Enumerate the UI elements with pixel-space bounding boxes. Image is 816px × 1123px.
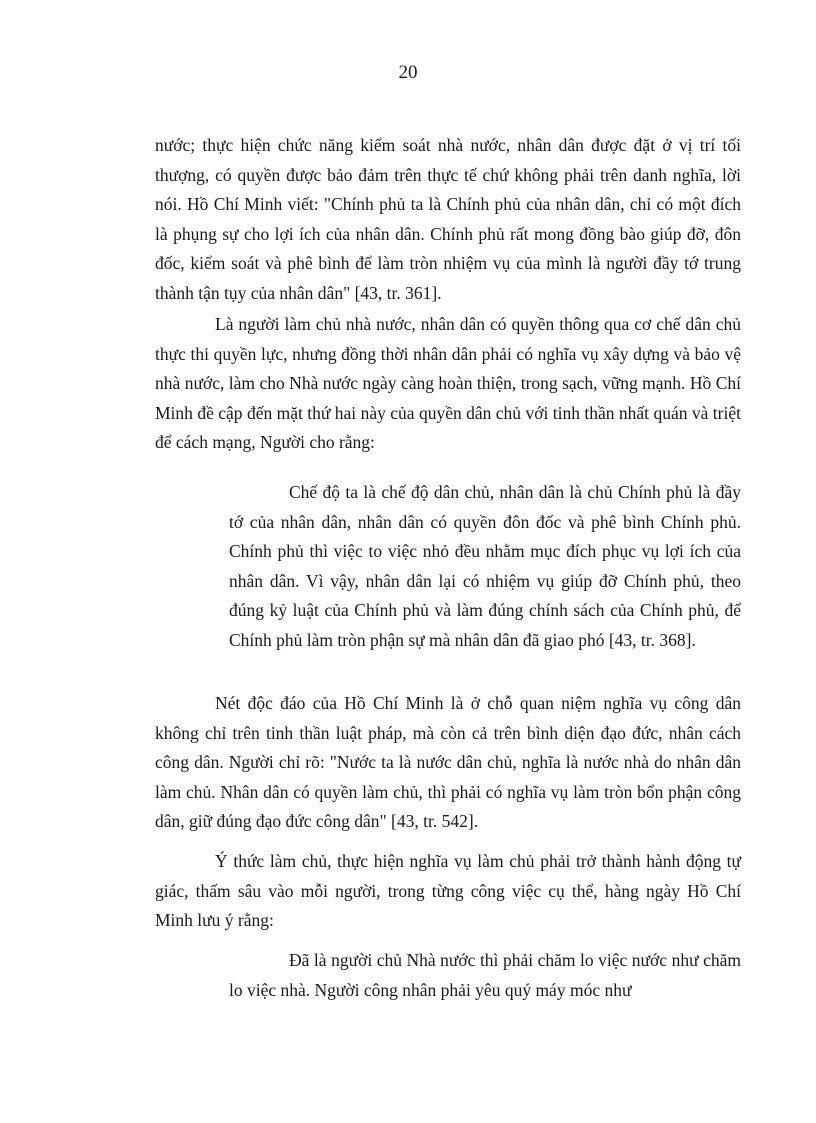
block-quote-1: Chế độ ta là chế độ dân chủ, nhân dân là chủ Chính phủ là đầy tớ của nhân dân, nhân dân có quyền đôn đốc và phê bình Chính phủ. Chính phủ thì việc to việc nhỏ đều nhằm mục đích phục vụ lợi ích của nhân dân. Vì vậy, nhân dân lại có nhiệm vụ giúp đỡ Chính phủ, theo đúng kỷ luật của Chính phủ và làm đúng chính sách của Chính phủ, để Chính phủ làm tròn phận sự mà nhân dân đã giao phó [43, tr. 368]. bbox=[229, 482, 741, 650]
body-paragraph-3: Nét độc đáo của Hồ Chí Minh là ở chỗ quan niệm nghĩa vụ công dân không chỉ trên tinh thần luật pháp, mà còn cả trên bình diện đạo đức, nhân cách công dân. Người chỉ rõ: "Nước ta là nước dân chủ, nghĩa là nước nhà do nhân dân làm chủ. Nhân dân có quyền làm chủ, thì phải có nghĩa vụ làm tròn bổn phận công dân, giữ đúng đạo đức công dân" [43, tr. 542]. bbox=[155, 693, 741, 831]
body-paragraph-1: nước; thực hiện chức năng kiểm soát nhà nước, nhân dân được đặt ở vị trí tối thượng, có quyền được bảo đảm trên thực tế chứ không phải trên danh nghĩa, lời nói. Hồ Chí Minh viết: "Chính phủ ta là Chính phủ của nhân dân, chỉ có một đích là phụng sự cho lợi ích của nhân dân. Chính phủ rất mong đồng bào giúp đỡ, đôn đốc, kiểm soát và phê bình để làm tròn nhiệm vụ của mình là người đầy tớ trung thành tận tụy của nhân dân" [43, tr. 361]. bbox=[155, 135, 741, 303]
body-paragraph-2: Là người làm chủ nhà nước, nhân dân có quyền thông qua cơ chế dân chủ thực thi quyền lực, nhưng đồng thời nhân dân phải có nghĩa vụ xây dựng và bảo vệ nhà nước, làm cho Nhà nước ngày càng hoàn thiện, trong sạch, vững mạnh. Hồ Chí Minh đề cập đến mặt thứ hai này của quyền dân chủ với tinh thần nhất quán và triệt để cách mạng, Người cho rằng: bbox=[155, 314, 741, 452]
page-number: 20 bbox=[398, 62, 418, 83]
block-quote-2: Đã là người chủ Nhà nước thì phải chăm lo việc nước như chăm lo việc nhà. Người công nhân phải yêu quý máy móc như bbox=[229, 950, 741, 1000]
body-paragraph-4: Ý thức làm chủ, thực hiện nghĩa vụ làm chủ phải trở thành hành động tự giác, thấm sâu vào mỗi người, trong từng công việc cụ thể, hàng ngày Hồ Chí Minh lưu ý rằng: bbox=[155, 851, 741, 930]
